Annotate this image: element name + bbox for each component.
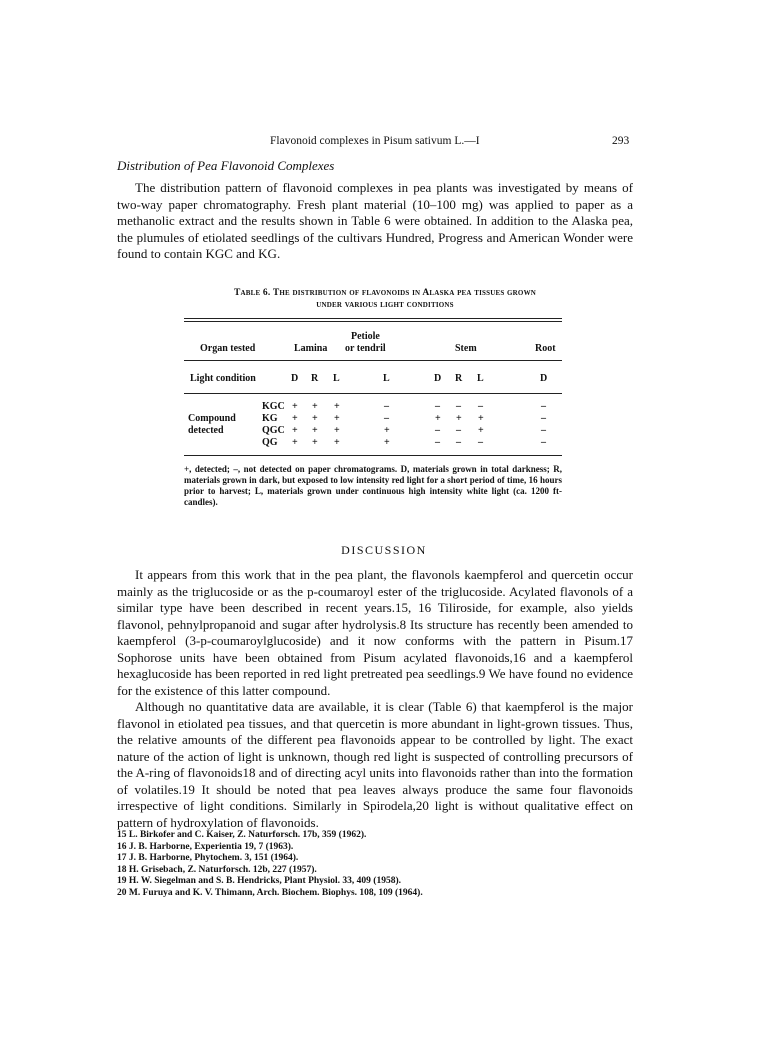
detected-label: detected [188, 425, 224, 436]
table-cell: – [478, 401, 483, 412]
reference-item: 19 H. W. Siegelman and S. B. Hendricks, Plant Physiol. 33, 409 (1958). [117, 876, 401, 886]
table-cell: – [435, 437, 440, 448]
table-cell: + [312, 401, 318, 412]
table-cell: – [456, 401, 461, 412]
table-cell: + [384, 437, 390, 448]
discussion-paragraph-1: It appears from this work that in the pea plant, the flavonols kaempferol and quercetin occur mainly as the triglucoside or as the p-coumaroyl ester of the triglucoside. Acylated flavonols of a similar type have been described in recent years.15, 16 Tiliroside, for example, also yields flavonol, pehnylpropanoid and sugar after hydrolysis.8 Its structure has recently been amended to kaempferol (3-p-coumaroylglucoside) and it now conforms with the pattern in Pisum.17 Sophorose units have been obtained from Pisum acylated flavonoids,16 and a kaempferol hexaglucoside has been reported in red light pretreated pea seedlings.9 We have found no evidence for the existence of this latter compound. [117, 567, 633, 698]
light-col-root-d: D [540, 373, 548, 384]
table-caption [190, 287, 580, 311]
table-cell: + [478, 425, 484, 436]
table-cell: – [435, 425, 440, 436]
table-cell: + [334, 401, 340, 412]
table-cell: – [541, 437, 546, 448]
table-cell: + [292, 401, 298, 412]
compound-label: Compound [188, 413, 236, 424]
table-cell: – [478, 437, 483, 448]
header-petiole-2: or tendril [345, 343, 386, 354]
table-cell: + [384, 425, 390, 436]
table-cell: + [334, 413, 340, 424]
reference-item: 15 L. Birkofer and C. Kaiser, Z. Naturforsch. 17b, 359 (1962). [117, 830, 367, 840]
compound-name: KGC [262, 401, 285, 412]
section-heading: Distribution of Pea Flavonoid Complexes [117, 158, 335, 173]
page-number: 293 [612, 135, 630, 147]
table-header-rule [184, 360, 562, 361]
table-top-rule [184, 318, 562, 319]
table-cell: – [384, 413, 389, 424]
light-col-lamina-l: L [333, 373, 340, 384]
compound-name: QG [262, 437, 278, 448]
reference-item: 18 H. Grisebach, Z. Naturforsch. 12b, 227 (1957). [117, 864, 317, 875]
table-caption-line2: under various light conditions [316, 300, 454, 310]
table-cell: + [312, 437, 318, 448]
table-cell: + [435, 413, 441, 424]
intro-paragraph: The distribution pattern of flavonoid complexes in pea plants was investigated by means of two-way paper chromatography. Fresh plant material (10–100 mg) was applied to paper as a methanolic extract and the results shown in Table 6 were obtained. In addition to the Alaska pea, the plumules of etiolated seedlings of the cultivars Hundred, Progress and American Wonder were found to contain KGC and KG. [117, 180, 633, 261]
light-col-stem-l: L [477, 373, 484, 384]
discussion-heading: DISCUSSION [341, 543, 427, 557]
light-condition-label: Light condition [190, 373, 256, 384]
table-cell: – [541, 401, 546, 412]
table-cell: + [292, 437, 298, 448]
table-cell: – [456, 437, 461, 448]
table-cell: + [334, 437, 340, 448]
table-caption-line1: Table 6. The distribution of flavonoids in Alaska pea tissues grown [233, 288, 537, 298]
header-stem: Stem [455, 343, 477, 354]
light-col-stem-d: D [434, 373, 442, 384]
light-col-petiole-l: L [383, 373, 390, 384]
discussion-body [117, 567, 633, 831]
header-lamina: Lamina [294, 343, 328, 354]
discussion-paragraph-2: Although no quantitative data are available, it is clear (Table 6) that kaempferol is the major flavonol in etiolated pea tissues, and that quercetin is more abundant in light-grown tissues. Thus, the relative amounts of the different pea flavonoids appear to be controlled by light. The exact nature of the action of light is unknown, though red light is suspected of controlling precursors of the A-ring of flavonoids18 and of directing acyl units into flavonoids rather than into the formation of volatiles.19 It should be noted that pea leaves always produce the same four flavonoids irrespective of light conditions. Similarly in Spirodela,20 light is without qualitative effect on pattern of hydroxylation of flavonoids. [117, 699, 633, 830]
table-cell: – [541, 413, 546, 424]
table-cell: + [478, 413, 484, 424]
light-col-stem-r: R [455, 373, 463, 384]
table-cell: + [334, 425, 340, 436]
table-top-rule-2 [184, 321, 562, 322]
table-cell: – [384, 401, 389, 412]
reference-list [117, 830, 637, 899]
light-col-lamina-d: D [291, 373, 299, 384]
table-cell: – [541, 425, 546, 436]
header-petiole-1: Petiole [351, 331, 380, 342]
table-cell: + [456, 413, 462, 424]
light-col-lamina-r: R [311, 373, 319, 384]
reference-item: 17 J. B. Harborne, Phytochem. 3, 151 (1964). [117, 853, 299, 863]
compound-name: QGC [262, 425, 285, 436]
table-bottom-rule [184, 455, 562, 456]
table-cell: + [292, 413, 298, 424]
reference-item: 16 J. B. Harborne, Experientia 19, 7 (1963). [117, 841, 294, 852]
table-cell: – [456, 425, 461, 436]
table-cell: + [312, 413, 318, 424]
compound-name: KG [262, 413, 278, 424]
header-organ-tested: Organ tested [200, 343, 256, 354]
table-cell: + [292, 425, 298, 436]
running-head-title: Flavonoid complexes in Pisum sativum L.—I [270, 135, 480, 147]
table-cell: + [312, 425, 318, 436]
table-cell: – [435, 401, 440, 412]
table-footnote: +, detected; –, not detected on paper chromatograms. D, materials grown in total darkness; R, materials grown in dark, but exposed to low intensity red light for a short period of time, 16 hours prior to harvest; L, materials grown under continuous high intensity white light (ca. 1200 ft-candles). [184, 464, 562, 507]
table-light-rule [184, 393, 562, 394]
header-root: Root [535, 343, 556, 354]
reference-item: 20 M. Furuya and K. V. Thimann, Arch. Biochem. Biophys. 108, 109 (1964). [117, 887, 423, 898]
